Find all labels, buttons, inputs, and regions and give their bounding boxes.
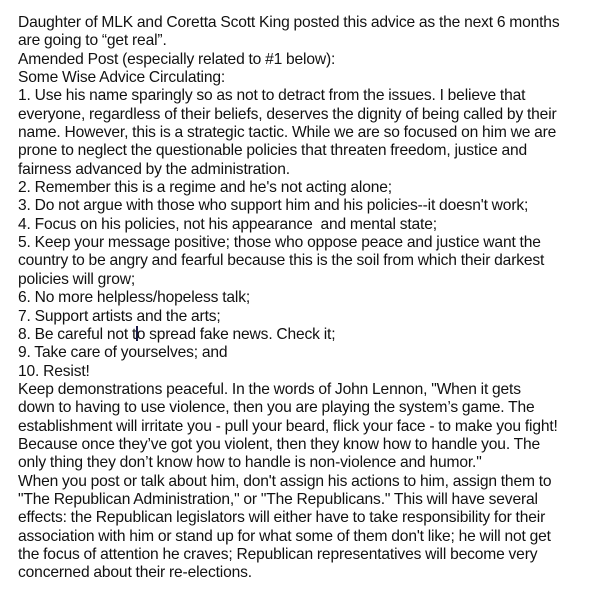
lennon-quote-line-4: Because once they’ve got you violent, then they know how to handle you. The <box>18 435 541 453</box>
advice-item-8 <box>18 326 610 344</box>
intro-line-1: Daughter of MLK and Coretta Scott King posted this advice as the next 6 months <box>18 14 560 31</box>
advice-item-1-line-3: name. However, this is a strategic tactic. While we are so focused on him we are <box>18 124 557 142</box>
advice-item-1-line-5: fairness advanced by the administration. <box>18 160 290 178</box>
lennon-quote-line-2: down to having to use violence, then you are playing the system’s game. The <box>18 399 535 417</box>
advice-item-5-line-1: 5. Keep your message positive; those who oppose peace and justice want the <box>18 234 541 252</box>
advice-item-5-line-2: country to be angry and fearful because this is the soil from which their darkest <box>18 252 545 270</box>
intro-line-2: are going to “get real”. <box>18 32 167 50</box>
closing-paragraph-line-5: the focus of attention he craves; Republican representatives will become very <box>18 545 538 563</box>
advice-heading: Some Wise Advice Circulating: <box>18 69 226 87</box>
advice-item-7: 7. Support artists and the arts; <box>18 307 221 325</box>
advice-item-8-after-caret: o spread fake news. Check it; <box>136 325 336 343</box>
closing-paragraph-line-4: association with him or stand up for what some of them don't like; he will not get <box>18 527 551 545</box>
lennon-quote-line-1: Keep demonstrations peaceful. In the words of John Lennon, "When it gets <box>18 380 521 398</box>
advice-item-1-line-2: everyone, regardless of their beliefs, deserves the dignity of being called by their <box>18 105 557 123</box>
closing-paragraph-line-6: concerned about their re-elections. <box>18 564 252 582</box>
amended-post-heading: Amended Post (especially related to #1 below): <box>18 50 336 68</box>
advice-item-1-line-4: prone to neglect the questionable policies that threaten freedom, justice and <box>18 142 528 160</box>
advice-item-9: 9. Take care of yourselves; and <box>18 344 228 362</box>
closing-paragraph-line-3: effects: the Republican legislators will either have to take responsibility for their <box>18 509 546 527</box>
advice-item-1-line-1: 1. Use his name sparingly so as not to detract from the issues. I believe that <box>18 87 526 105</box>
advice-item-8-before-caret: 8. Be careful not t <box>18 325 137 343</box>
advice-item-2: 2. Remember this is a regime and he's not acting alone; <box>18 179 392 197</box>
closing-paragraph-line-2: "The Republican Administration," or "The Republicans." This will have several <box>18 490 538 508</box>
advice-item-3: 3. Do not argue with those who support him and his policies--it doesn't work; <box>18 197 529 215</box>
advice-item-10: 10. Resist! <box>18 362 90 380</box>
advice-item-6: 6. No more helpless/hopeless talk; <box>18 289 251 307</box>
advice-item-4: 4. Focus on his policies, not his appearance and mental state; <box>18 215 437 233</box>
document-body[interactable] <box>18 14 610 583</box>
advice-item-5-line-3: policies will grow; <box>18 270 136 288</box>
lennon-quote-line-3: establishment will irritate you - pull your beard, flick your face - to make you fight! <box>18 417 558 435</box>
closing-paragraph-line-1: When you post or talk about him, don't assign his actions to him, assign them to <box>18 472 552 490</box>
lennon-quote-line-5: only thing they don’t know how to handle is non-violence and humor." <box>18 454 482 472</box>
